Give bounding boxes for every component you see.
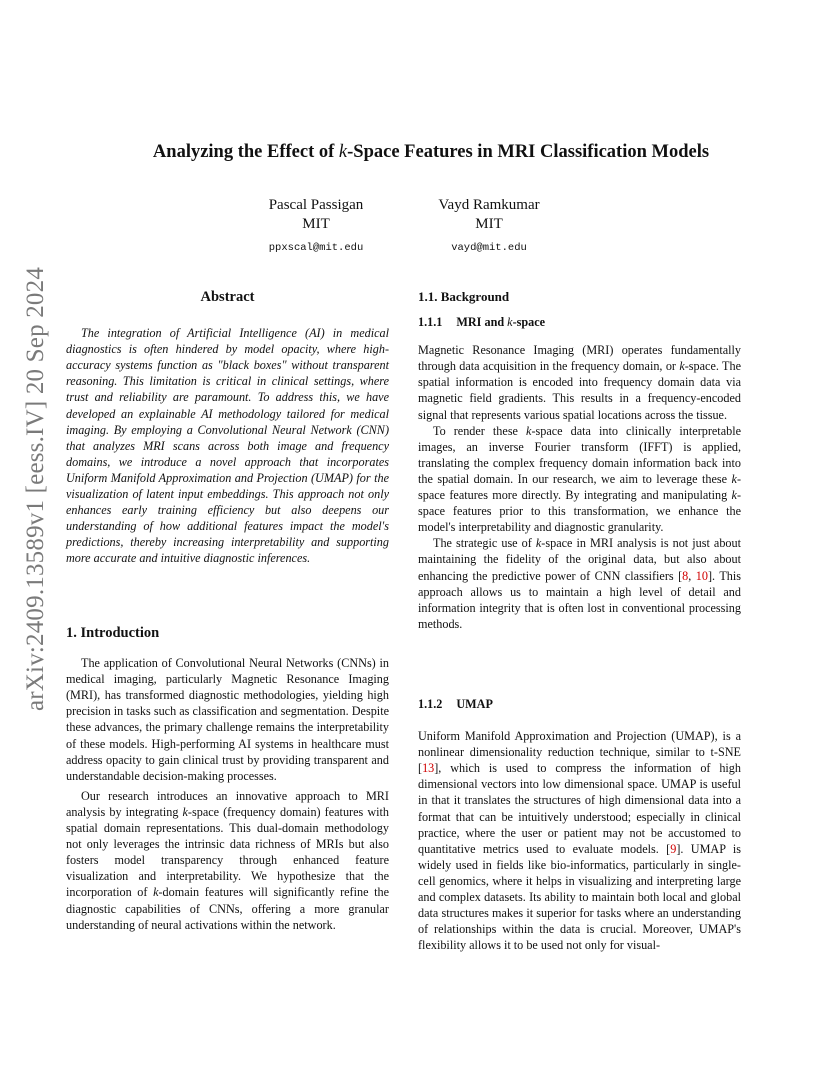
- author-affiliation: MIT: [302, 216, 330, 232]
- umap-paragraph-1: [418, 728, 741, 953]
- text-run: ], which is used to compress the information of high dimensional vectors into low dimensional space. UMAP is useful in that it translates the structures of high dimensional data into a format that can be intuitively understood; especially in clinical practice, where the user or patient may not be accustomed to quantitative metrics used to evaluate models. [: [418, 761, 741, 856]
- background-heading: 1.1. Background: [418, 289, 510, 304]
- author-block-2: [394, 196, 584, 258]
- text-run: -space features more directly. By integrating and manipulating: [418, 471, 741, 503]
- background-section: [418, 289, 741, 632]
- text-run: -space: [512, 315, 546, 330]
- k-variable: k: [679, 359, 685, 374]
- citation-link[interactable]: 8: [682, 568, 689, 583]
- section-number: 1.1.1: [418, 315, 443, 330]
- author-email: vayd@mit.edu: [451, 242, 527, 254]
- umap-section: [418, 696, 741, 953]
- text-run: MRI and: [456, 315, 508, 330]
- abstract-text: The integration of Artificial Intelligence (AI) in medical diagnostics is often hindered by model opacity, where high-accuracy systems function as "black boxes" without transparent reasoning. This limitation is critical in clinical settings, where trust and reliability are paramount. To address this, we have developed an explainable AI methodology tailored for medical imaging. By employing a Convolutional Neural Network (CNN) that analyzes MRI scans across both image and frequency domains, we introduce a novel approach that incorporates Uniform Manifold Approximation and Projection (UMAP) for the visualization of latent input embeddings. This approach not only enhances early training efficiency but also deepens our understanding of how additional features impact the model's predictions, thereby increasing interpretability and supporting more accurate and intuitive diagnostic inferences.: [66, 326, 389, 566]
- text-run: -space (frequency domain) features with spatial domain representations. This dual-domain methodology not only leverages the intrinsic data richness of MRIs but also fosters model transparency through enhanced feature visualization and interpretability. We hypothesize that the incorporation of: [66, 804, 389, 900]
- text-run: -domain features will significantly refine the diagnostic capabilities of CNNs, offering a more granular understanding of neural activations within the network.: [66, 885, 390, 932]
- intro-paragraph-1: The application of Convolutional Neural Networks (CNNs) in medical imaging, particularly Magnetic Resonance Imaging (MRI), has transformed diagnostic methodologies, yielding high precision in tasks such as classification and segmentation. Despite these advances, the primary challenge remains the interpretability of these models. High-performing AI systems in healthcare must address opacity to gain clinical trust by providing transparent and understandable decision-making processes.: [66, 656, 389, 783]
- arxiv-sidebar-stamp: [20, 266, 52, 712]
- citation-link[interactable]: 9: [670, 841, 677, 856]
- author-email: ppxscal@mit.edu: [268, 242, 364, 254]
- mri-paragraph-1: [418, 342, 741, 422]
- text-run: The strategic use of: [433, 536, 536, 551]
- author-name: Pascal Passigan: [268, 197, 364, 213]
- text-run: UMAP: [456, 697, 493, 711]
- citation-link[interactable]: 10: [695, 568, 708, 583]
- section-number: 1.1.2: [418, 697, 443, 711]
- arxiv-identifier: arXiv:2409.13589v1 [eess.IV] 20 Sep 2024: [22, 266, 49, 712]
- paper-title: [60, 142, 802, 163]
- k-variable: k: [731, 488, 737, 503]
- text-run: To render these: [433, 423, 527, 438]
- text-run: -space data into clinically interpretable images, an inverse Fourier transform (IFFT) is applied, translating the complex frequency domain information back into the spatial domain. In our research, we aim to leverage these: [418, 423, 741, 486]
- intro-paragraph-2: [66, 788, 389, 933]
- author-name: Vayd Ramkumar: [438, 197, 540, 213]
- author-block-1: [221, 196, 411, 258]
- mri-paragraph-2: [418, 423, 741, 536]
- k-variable: k: [153, 885, 159, 900]
- k-variable: k: [507, 315, 513, 330]
- introduction-section: [66, 625, 389, 933]
- citation-link[interactable]: 13: [422, 761, 435, 776]
- mri-paragraph-3: [418, 535, 741, 632]
- title-k-variable: k: [338, 142, 348, 162]
- left-column: [66, 289, 389, 567]
- text-run: ,: [688, 568, 696, 583]
- k-variable: k: [731, 471, 737, 486]
- text-run: -space features prior to this transformation, we enhance the model's interpretability and diagnostic granularity.: [418, 488, 741, 535]
- text-run: ]. UMAP is widely used in fields like bio-informatics, particularly in single-cell genomics, where it helps in visualizing and interpreting large and complex datasets. Its ability to maintain both local and global data structures makes it superior for tasks where an understanding of relationships within the data is crucial. Moreover, UMAP's flexibility allows it to be used not only for visual-: [418, 841, 742, 953]
- text-run: Magnetic Resonance Imaging (MRI) operates fundamentally through data acquisition in the frequency domain, or: [418, 343, 741, 374]
- text-run: ]. This approach allows us to maintain a high level of detail and information integrity that is often lost in conventional processing methods.: [418, 568, 741, 631]
- text-run: Our research introduces an innovative approach to MRI analysis by integrating: [66, 788, 389, 819]
- title-part: Analyzing the Effect of: [152, 142, 339, 162]
- k-variable: k: [526, 423, 532, 438]
- k-variable: k: [535, 536, 542, 551]
- author-affiliation: MIT: [475, 216, 503, 232]
- introduction-heading: 1. Introduction: [66, 625, 160, 641]
- k-variable: k: [182, 804, 188, 819]
- umap-heading: [418, 696, 741, 712]
- text-run: -space. The spatial information is encoded into frequency domain data via magnetic field gradients. This results in a frequency-encoded signal that represents various spatial locations across the tissue.: [418, 359, 741, 422]
- mri-kspace-heading: [418, 314, 741, 330]
- title-part: -Space Features in MRI Classification Models: [347, 142, 710, 162]
- text-run: Uniform Manifold Approximation and Projection (UMAP), is a nonlinear dimensionality reduction technique, similar to t-SNE [: [418, 729, 741, 776]
- text-run: -space in MRI analysis is not just about maintaining the fidelity of the original data, but also about enhancing the predictive power of CNN classifiers [: [418, 536, 741, 583]
- abstract-heading: Abstract: [200, 289, 255, 305]
